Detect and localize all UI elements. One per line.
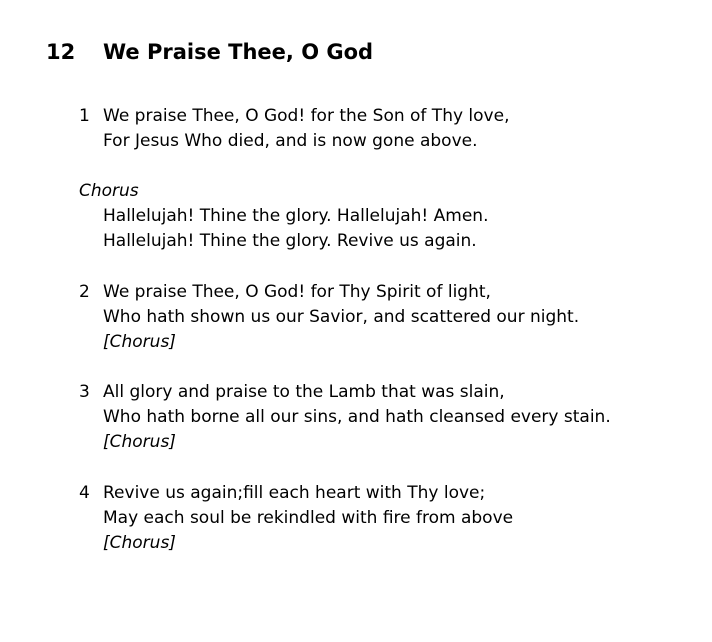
chorus-line: Hallelujah! Thine the glory. Revive us again. (103, 231, 477, 251)
verse-number: 4 (79, 483, 90, 503)
verse-number: 1 (79, 106, 90, 126)
chorus-line: Hallelujah! Thine the glory. Hallelujah! Amen. (103, 206, 489, 226)
hymn-heading (46, 38, 373, 66)
chorus-reference: [Chorus] (103, 533, 176, 553)
verse-line: We praise Thee, O God! for the Son of Thy love, (103, 106, 510, 126)
verse-line: Who hath borne all our sins, and hath cleansed every stain. (103, 407, 611, 427)
verse-line: Revive us again;fill each heart with Thy love; (103, 483, 486, 503)
chorus-reference: [Chorus] (103, 332, 176, 352)
hymn-number: 12 (46, 40, 76, 64)
chorus-label: Chorus (79, 181, 139, 201)
verse-line: We praise Thee, O God! for Thy Spirit of light, (103, 282, 491, 302)
verse-number: 2 (79, 282, 90, 302)
verse-1 (79, 104, 509, 154)
chorus (79, 179, 488, 254)
verse-line: For Jesus Who died, and is now gone above. (103, 131, 478, 151)
verse-line: May each soul be rekindled with fire from above (103, 508, 514, 528)
chorus-reference: [Chorus] (103, 432, 176, 452)
hymn-title: We Praise Thee, O God (103, 40, 374, 64)
verse-2 (79, 280, 579, 355)
verse-3 (79, 380, 611, 455)
verse-line: All glory and praise to the Lamb that was slain, (103, 382, 505, 402)
verse-4 (79, 481, 513, 556)
verse-line: Who hath shown us our Savior, and scattered our night. (103, 307, 580, 327)
verse-number: 3 (79, 382, 90, 402)
